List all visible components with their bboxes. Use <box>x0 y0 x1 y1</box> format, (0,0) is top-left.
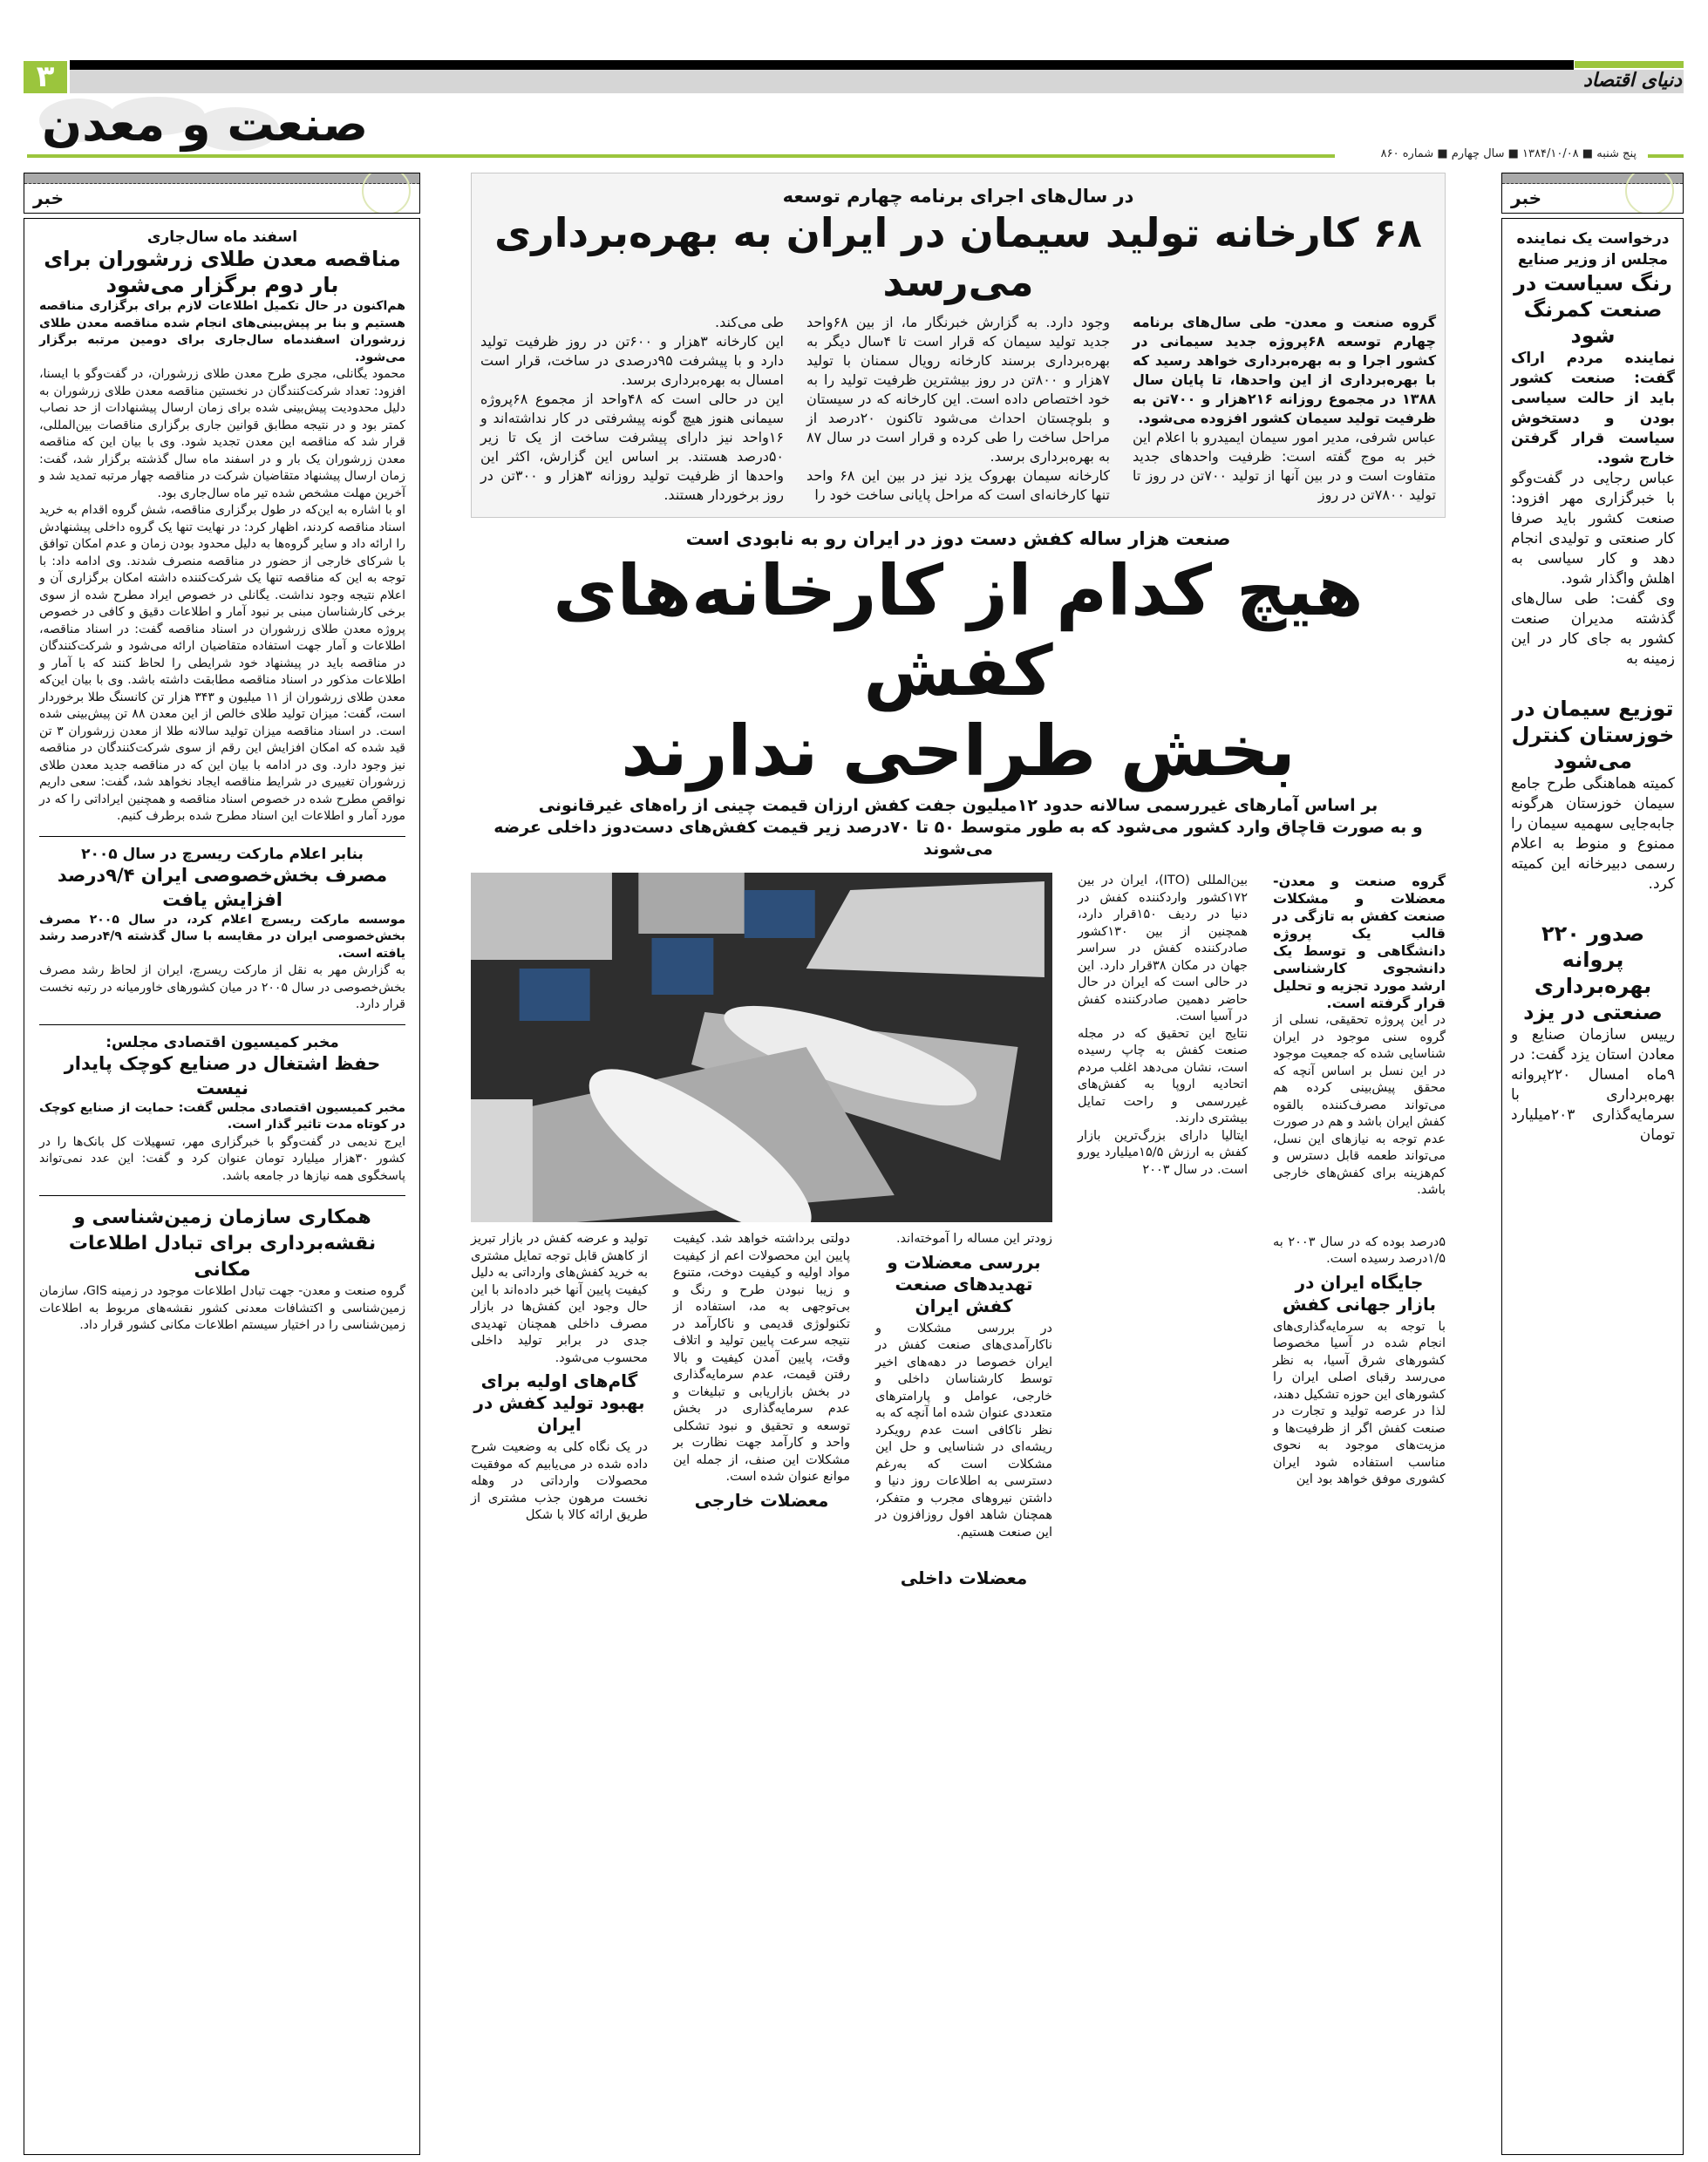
subheading-internal-problems: معضلات داخلی <box>900 1567 1028 1588</box>
article-paragraph: طی می‌کند. <box>715 314 784 330</box>
news-article-yazd-permits <box>1511 921 1675 1146</box>
news-article-private-consumption <box>39 836 405 1014</box>
cement-column-3 <box>480 313 784 505</box>
page-number: ۳ <box>24 61 67 93</box>
article-paragraph: کمیته هماهنگی طرح جامع سیمان خوزستان هرگونه جابه‌جایی سهمیه سیمان را ممنوع و منوط به اعلام رسمی دبیرخانه این کمیته کرد. <box>1511 775 1675 893</box>
article-paragraph: ایرج ندیمی در گفت‌وگو با خبرگزاری مهر، تسهیلات کل بانک‌ها را در کشور ۳۰هزار میلیارد تومان عنوان کرد و گفت: این عدد نمی‌تواند پاسخگوی همه نیازها در جامعه باشد. <box>39 1134 405 1183</box>
main-column-5 <box>471 1231 648 1525</box>
article-headline[interactable]: همکاری سازمان زمین‌شناسی و نقشه‌برداری برای تبادل اطلاعات مکانی <box>68 1207 377 1281</box>
newspaper-logo: دنیای اقتصاد <box>1583 70 1682 92</box>
green-rule-short <box>1648 154 1684 158</box>
cement-column-1 <box>1133 313 1436 505</box>
article-paragraph: کارخانه سیمان بهروک یزد نیز در بین این ۶۸ واحد تنها کارخانه‌ای است که مراحل پایانی ساخت خود را <box>806 467 1111 503</box>
article-paragraph: به گزارش مهر به نقل از مارکت ریسرچ، ایران از لحاظ رشد مصرف بخش‌خصوصی در سال ۲۰۰۵ در میان کشورهای خاورمیانه در رتبه نخست قرار دارد. <box>39 963 405 1011</box>
shoe-mold-photo <box>471 873 1052 1222</box>
article-kicker: اسفند ماه سال‌جاری <box>146 228 298 246</box>
news-article-khuzestan-cement <box>1511 696 1675 894</box>
article-paragraph: بین‌المللی (ITO)، ایران در بین ۱۷۲کشور واردکننده کفش در دنیا در ردیف ۱۵۰قرار دارد، همچنین از بین ۱۳۰کشور صادرکننده کفش در سراسر جهان در مکان ۳۸قرار دارد. این در حالی است که ایران در حال حاضر دهمین صادرکننده کفش در آسیا است. <box>1078 874 1249 1023</box>
article-lead: نماینده مردم اراک گفت: صنعت کشور باید از حالت سیاسی بودن و دستخوش سیاست قرار گرفتن خارج شود. <box>1511 350 1675 467</box>
news-label: خبر <box>1511 187 1542 208</box>
news-label: خبر <box>33 187 65 208</box>
cement-kicker: در سال‌های اجرای برنامه چهارم توسعه <box>782 186 1134 207</box>
main-column-1 <box>1273 873 1446 1489</box>
article-paragraph: این در حالی است که ۴۸واحد از مجموع ۶۸پروژه سیمانی هنوز هیچ گونه پیشرفتی در کار نداشته‌اند و ۱۶واحد نیز دارای پیشرفت ساخت از یک تا زیر ۵۰درصد هستند. بر اساس این گزارش، اکثر این واحدها از ظرفیت تولید روزانه ۳هزار و ۳۰۰تن در روز برخوردار هستند. <box>480 391 784 503</box>
green-rule <box>27 154 1335 158</box>
article-paragraph: او با اشاره به این‌که در طول برگزاری مناقصه، شش گروه اقدام به خرید اسناد مناقصه کردند، اظهار کرد: در نهایت تنها یک گروه داخلی پیشنهادش را ارائه داد و سایر گروه‌ها به دلیل محدود بودن زمان و عدم امکان توافق با شرکای خارجی از حضور در مناقصه منصرف شدند. وی ادامه داد: با توجه به این که مناقصه تنها یک شرکت‌کننده داشته امکان برگزاری آن و اعلام نتیجه وجود نداشت. یگانلی در خصوص ایراد مطرح شده از سوی برخی کارشناسان مبنی بر نبود آمار و اطلاعات دقیق و کافی در خصوص پروژه معدن طلای زرشوران در اسناد مناقصه گفت: در اسناد مناقصه، اطلاعات و آمار جهت استفاده متقاضیان ارائه می‌شود و شرکت‌کنندگان در مناقصه باید در پیشنهاد خود شرایطی را لحاظ کنند که با آمار و اطلاعات مذکور در اسناد مناقصه مطابقت داشته باشد. وی با بیان این‌که معدن طلای زرشوران از ۱۱ میلیون و ۳۴۳ هزار تن کانسنگ طلا برخوردار است، گفت: میزان تولید طلای خالص از این معدن ۸۸ تن پیش‌بینی شده است. در اسناد مناقصه میزان تولید سالانه طلا از معدن زرشوران ۳ تن قید شده که امکان افزایش این رقم از سوی شرکت‌کنندگان در مناقصه نیز وجود دارد. وی در ادامه با بیان این که در مناقصه جدید معدن طلای زرشوران تغییری در شرایط مناقصه ایجاد نخواهد شد، گفت: سعی داریم نواقص مطرح شده در خصوص اسناد مناقصه و همچنین ایراداتی را که در مورد آمار و اطلاعات این اسناد مطرح شده برطرف کنیم. <box>39 503 405 823</box>
article-paragraph: ۵درصد بوده که در سال ۲۰۰۳ به ۱/۵درصد رسیده است. <box>1273 1234 1446 1266</box>
cement-headline[interactable]: ۶۸ کارخانه تولید سیمان در ایران به بهره‌برداری می‌رسد <box>494 209 1422 305</box>
article-lead: گروه صنعت و معدن- جهت تبادل اطلاعات موجود در زمینه GIS، سازمان زمین‌شناسی و اکتشافات معدنی کشور نقشه‌های مربوط به اطلاعات زمین‌شناسی را در اختیار سیستم اطلاعات مکانی کشور قرار داد. <box>39 1284 405 1332</box>
globe-icon <box>362 173 411 214</box>
article-headline[interactable]: صدور ۲۲۰ پروانه بهره‌برداری صنعتی در یزد <box>1523 921 1663 1024</box>
article-paragraph: وجود دارد. به گزارش خبرنگار ما، از بین ۶۸واحد جدید تولید سیمان که قرار است تا ۴سال دیگر به بهره‌برداری برسند کارخانه رویال سمنان با تولید ۷هزار و ۸۰۰تن در روز بیشترین ظرفیت تولید را به خود اختصاص داده است. این کارخانه که در سیستان و بلوچستان احداث می‌شود تاکنون ۲۰درصد از مراحل ساخت را طی کرده و قرار است در سال ۸۷ به بهره‌برداری برسد. <box>806 314 1110 465</box>
subheading-threats: بررسی معضلات و تهدیدهای صنعت کفش ایران <box>887 1251 1041 1316</box>
article-paragraph: رییس سازمان صنایع و معادن استان یزد گفت: در ۹ماه امسال ۲۲۰پروانه بهره‌برداری با سرمایه‌گذاری ۲۰۳میلیارد تومان <box>1511 1026 1675 1144</box>
article-paragraph: ایتالیا دارای بزرگ‌ترین بازار کفش به ارزش ۱۵/۵میلیارد یورو است. در سال ۲۰۰۳ <box>1078 1128 1248 1177</box>
subheading-external-problems: معضلات خارجی <box>694 1489 829 1511</box>
article-paragraph: وی گفت: طی سال‌های گذشته مدیران صنعت کشور به جای کار در این زمینه به <box>1511 590 1675 668</box>
right-news-header <box>1501 173 1684 214</box>
masthead-black-bar <box>70 60 1574 70</box>
article-paragraph: نتایج این تحقیق که در مجله صنعت کفش به چاپ رسیده است، نشان می‌دهد اغلب مردم اتحادیه اروپا به کفش‌های غیررسمی و راحت تمایل بیشتری دارند. <box>1078 1026 1248 1125</box>
news-article-politics-industry <box>1511 228 1675 670</box>
main-kicker: صنعت هزار ساله کفش دست دوز در ایران رو به نابودی است <box>685 528 1231 549</box>
cement-columns <box>480 313 1436 505</box>
article-lead: هم‌اکنون در حال تکمیل اطلاعات لازم برای برگزاری مناقصه هستیم و بنا بر پیش‌بینی‌های انجام شده مناقصه معدن طلای زرشوران اسفندماه سال‌جاری برای دومین مرتبه برگزار می‌شود. <box>39 299 405 364</box>
main-column-3 <box>875 1231 1052 1593</box>
news-article-gis <box>39 1195 405 1335</box>
article-paragraph: در این پروژه تحقیقی، نسلی از گروه سنی موجود در ایران شناسایی شده که جمعیت موجود در این نسل بر اساس آنچه که محقق پیش‌بینی کرده هم می‌تواند مصرف‌کننده بالقوه کفش ایران باشد و هم در صورت عدم توجه به نیازهای این نسل، می‌تواند طعمه قابل دسترس و کم‌هزینه برای کفش‌های خارجی باشد. <box>1273 1013 1446 1197</box>
article-paragraph: عباس رجایی در گفت‌وگو با خبرگزاری مهر افزود: صنعت کشور باید صرفا کار صنعتی و تولیدی انجام دهد و کار سیاسی به اهلش واگذار شود. <box>1511 470 1675 588</box>
article-headline[interactable]: رنگ سیاست در صنعت کمرنگ شود <box>1514 271 1672 348</box>
masthead-gray-band <box>70 70 1684 93</box>
dateline: پنج شنبه ■ ۱۳۸۴/۱۰/۰۸ ■ سال چهارم ■ شماره ۸۶۰ <box>1376 147 1642 160</box>
section-title: صنعت و معدن <box>42 97 369 152</box>
left-news-stack <box>39 228 405 1335</box>
article-kicker: درخواست یک نماینده مجلس از وزیر صنایع <box>1516 230 1670 269</box>
right-news-stack <box>1511 228 1675 1146</box>
subheading-first-steps: گام‌های اولیه برای بهبود تولید کفش در ایران <box>473 1370 645 1435</box>
main-column-4 <box>673 1231 850 1515</box>
main-headline-line-2[interactable]: بخش طراحی ندارند <box>621 710 1296 792</box>
left-news-header <box>24 173 420 214</box>
article-headline[interactable]: حفظ اشتغال در صنایع کوچک پایدار نیست <box>64 1052 381 1098</box>
article-paragraph: عباس شرفی، مدیر امور سیمان ایمیدرو با اعلام این خبر به موج گفته است: ظرفیت واحدهای جدید متفاوت است و در بین آنها از تولید ۷۰۰تن در روز تا تولید ۷۸۰۰تن در روز <box>1133 429 1436 503</box>
cement-column-2 <box>806 313 1110 505</box>
masthead-green-strip <box>1575 61 1684 68</box>
photo-frame <box>471 873 1052 1222</box>
article-paragraph: دولتی برداشته خواهد شد. کیفیت پایین این محصولات اعم از کیفیت مواد اولیه و کیفیت دوخت، متنوع و زیبا نبودن طرح و رنگ و بی‌توجهی به مد، استفاده از تکنولوژی قدیمی و ناکارآمد در نتیجه سرعت پایین تولید و اتلاف وقت، پایین آمدن کیفیت و بالا رفتن قیمت، عدم سرمایه‌گذاری در بخش بازاریابی و تبلیغات و عدم سرمایه‌گذاری در بخش توسعه و تحقیق و نبود تشکلی واحد و کارآمد جهت نظارت بر مشکلات این صنف، از جمله این موانع عنوان شده است. <box>673 1232 850 1484</box>
article-headline[interactable]: توزیع سیمان در خوزستان کنترل می‌شود <box>1511 697 1675 773</box>
news-article-small-industries <box>39 1024 405 1186</box>
article-paragraph: در یک نگاه کلی به وضعیت شرح داده شده در می‌یابیم که موفقیت محصولات وارداتی در وهله نخست مرهون جذب مشتری از طریق ارائه کالا با شکل <box>471 1440 648 1522</box>
news-article-zarshouran <box>39 228 405 826</box>
article-paragraph: محمود یگانلی، مجری طرح معدن طلای زرشوران، در گفت‌وگو با ایسنا، افزود: تعداد شرکت‌کنندگان در نخستین مناقصه معدن طلای زرشوران به دلیل محدودیت پیش‌بینی شده برای زمان ارسال پیشنهادات از حد نصاب کمتر بود و در نتیجه مطابق قوانین جاری برگزاری مناقصات بین‌المللی، قرار شد که مناقصه این معدن تجدید شود. وی با بیان این که مناقصه معدن زرشوران یک بار و در اسفند ماه سال گذشته برگزار شد، گفت: زمان ارسال پیشنهاد متقاضیان شرکت در مناقصه چهار مرتبه تمدید شد و آخرین مهلت مشخص شده تیر ماه سال‌جاری بود. <box>39 367 405 500</box>
article-lead: موسسه مارکت ریسرچ اعلام کرد، در سال ۲۰۰۵ مصرف بخش‌خصوصی ایران در مقایسه با سال گذشته ۴/۹درصد رشد یافته است. <box>39 912 405 961</box>
globe-icon <box>1625 173 1674 214</box>
main-headline-line-1[interactable]: هیچ کدام از کارخانه‌های کفش <box>553 550 1364 711</box>
article-paragraph: در بررسی مشکلات و ناکارآمدی‌های صنعت کفش در ایران خصوصا در دهه‌های اخیر توسط کارشناسان داخلی و خارجی، عوامل و پارامترهای متعددی عنوان شده اما آنچه که به نظر ناکافی است عدم رویکرد ریشه‌ای در شناسایی و حل این مشکلات است که به‌رغم دسترسی به اطلاعات روز دنیا و داشتن نیروهای مجرب و متفکر، همچنان شاهد افول روزافزون در این صنعت هستیم. <box>875 1321 1052 1540</box>
center-content <box>471 173 1446 1593</box>
article-headline[interactable]: مناقصه معدن طلای زرشوران برای بار دوم برگزار می‌شود <box>44 247 401 297</box>
subheading-iran-position: جایگاه ایران در بازار جهانی کفش <box>1283 1271 1436 1315</box>
article-paragraph: تولید و عرضه کفش در بازار تبریز از کاهش قابل توجه تمایل مشتری به خرید کفش‌های وارداتی به دلیل کیفیت پایین آنها خبر داده‌اند با این حال وجود این کفش‌ها در بازار مصرف داخلی همچنان تهدیدی جدی در برابر تولید داخلی محسوب می‌شود. <box>471 1232 648 1365</box>
article-lead: گروه صنعت و معدن- معضلات و مشکلات صنعت کفش به تازگی در قالب یک پروژه دانشگاهی و توسط یک دانشجوی کارشناسی ارشد مورد تجزیه و تحلیل قرار گرفته است. <box>1273 873 1446 1011</box>
article-paragraph: با توجه به سرمایه‌گذاری‌های انجام شده در آسیا مخصوصا کشورهای شرق آسیا، به نظر می‌رسد رقبای اصلی ایران را کشورهای این حوزه تشکیل دهند، لذا در عرصه تولید و تجارت در صنعت کفش اگر از ظرفیت‌ها و مزیت‌های موجود به نحوی مناسب استفاده شود ایران کشوری موفق خواهد بود این <box>1273 1319 1446 1486</box>
article-lead: گروه صنعت و معدن- طی سال‌های برنامه چهارم توسعه ۶۸پروژه جدید سیمانی در کشور اجرا و به بهره‌برداری خواهد رسید که با بهره‌برداری از این واحدها، تا پایان سال ۱۳۸۸ در مجموع روزانه ۲۱۶هزار و ۷۰۰تن به ظرفیت تولید سیمان کشور افزوده می‌شود. <box>1133 314 1437 426</box>
article-headline[interactable]: مصرف بخش‌خصوصی ایران ۹/۴درصد افزایش یافت <box>57 864 388 910</box>
main-deck-line-2: و به صورت قاچاق وارد کشور می‌شود که به طور متوسط ۵۰ تا ۷۰درصد زیر قیمت کفش‌های دست‌دوز داخلی عرضه می‌شوند <box>493 818 1423 859</box>
article-kicker: بنابر اعلام مارکت ریسرچ در سال ۲۰۰۵ <box>81 845 364 863</box>
main-column-2 <box>1078 873 1248 1179</box>
article-paragraph: این کارخانه ۳هزار و ۶۰۰تن در روز ظرفیت تولید دارد و با پیشرفت ۹۵درصدی در ساخت، قرار است امسال به بهره‌برداری برسد. <box>480 333 784 388</box>
main-deck-line-1: بر اساس آمارهای غیررسمی سالانه حدود ۱۲میلیون جفت کفش ارزان قیمت چینی از راه‌های غیرقانونی <box>538 796 1378 815</box>
article-lead: مخبر کمیسیون اقتصادی مجلس گفت: حمایت از صنایع کوچک در کوتاه مدت تاثیر گذار است. <box>39 1100 405 1132</box>
article-paragraph: زودتر این مساله را آموخته‌اند. <box>895 1232 1052 1246</box>
article-kicker: مخبر کمیسیون اقتصادی مجلس: <box>105 1033 339 1051</box>
main-article-body <box>471 873 1446 1593</box>
cement-article-box <box>471 173 1446 518</box>
